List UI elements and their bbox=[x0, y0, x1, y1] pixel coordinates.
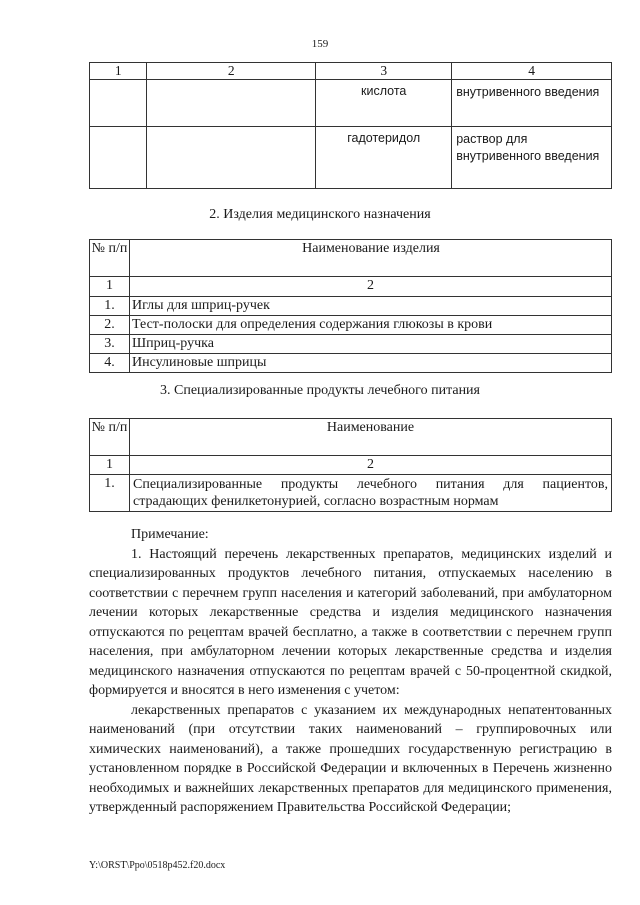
page-number: 159 bbox=[311, 38, 329, 50]
column-index-2: 2 bbox=[130, 456, 612, 475]
drug-name-cell: гадотеридол bbox=[316, 127, 452, 189]
table-header-row bbox=[90, 63, 612, 80]
header-number: № п/п bbox=[90, 419, 130, 456]
row-number: 1. bbox=[90, 475, 130, 512]
nutrition-products-table bbox=[89, 418, 612, 512]
column-index-row bbox=[90, 277, 612, 297]
table-cell bbox=[147, 127, 316, 189]
column-index-4: 4 bbox=[452, 63, 612, 80]
device-name: Шприц-ручка bbox=[130, 335, 612, 354]
medicines-table-continuation bbox=[89, 62, 612, 189]
product-name: Специализированные продукты лечебного питания для пациентов, страдающих фенилкетонурией, согласно возрастным нормам bbox=[130, 475, 612, 512]
table-cell bbox=[147, 80, 316, 127]
header-name: Наименование bbox=[130, 419, 612, 456]
device-name: Инсулиновые шприцы bbox=[130, 354, 612, 373]
column-index-2: 2 bbox=[130, 277, 612, 297]
table-cell bbox=[90, 127, 147, 189]
table-header-row bbox=[90, 419, 612, 456]
header-name: Наименование изделия bbox=[130, 240, 612, 277]
table-header-row bbox=[90, 240, 612, 277]
row-number: 1. bbox=[90, 297, 130, 316]
table-cell bbox=[90, 80, 147, 127]
table-row bbox=[90, 127, 612, 189]
note-paragraph-2: лекарственных препаратов с указанием их международных непатентованных наименований (при отсутствии таких наименований – группировочных или химических наименований), а также прошедших государственную регистрацию в установленном порядке в Российской Федерации и включенных в Перечень жизненно необходимых и важнейших лекарственных препаратов для медицинского применения, утвержденный распоряжением Правительства Российской Федерации; bbox=[89, 702, 612, 815]
dosage-form-cell: раствор для внутривенного введения bbox=[452, 127, 612, 189]
table-row bbox=[90, 354, 612, 373]
medical-devices-table bbox=[89, 239, 612, 373]
table-row bbox=[90, 297, 612, 316]
column-index-2: 2 bbox=[147, 63, 316, 80]
row-number: 4. bbox=[90, 354, 130, 373]
section-title-nutrition-products: 3. Специализированные продукты лечебного питания bbox=[160, 383, 480, 398]
device-name: Иглы для шприц-ручек bbox=[130, 297, 612, 316]
section-title-medical-devices: 2. Изделия медицинского назначения bbox=[209, 207, 431, 222]
table-row bbox=[90, 335, 612, 354]
document-file-path: Y:\ORST\Ppo\0518p452.f20.docx bbox=[89, 860, 226, 871]
table-row bbox=[90, 80, 612, 127]
row-number: 2. bbox=[90, 316, 130, 335]
column-index-1: 1 bbox=[90, 456, 130, 475]
row-number: 3. bbox=[90, 335, 130, 354]
device-name: Тест-полоски для определения содержания глюкозы в крови bbox=[130, 316, 612, 335]
column-index-1: 1 bbox=[90, 63, 147, 80]
dosage-form-cell: внутривенного введения bbox=[452, 80, 612, 127]
table-row bbox=[90, 316, 612, 335]
column-index-row bbox=[90, 456, 612, 475]
header-number: № п/п bbox=[90, 240, 130, 277]
column-index-1: 1 bbox=[90, 277, 130, 297]
table-row bbox=[90, 475, 612, 512]
note-block bbox=[89, 525, 612, 818]
note-heading: Примечание: bbox=[131, 527, 209, 542]
drug-name-cell: кислота bbox=[316, 80, 452, 127]
note-paragraph-1: 1. Настоящий перечень лекарственных препаратов, медицинских изделий и специализированных продуктов лечебного питания, отпускаемых населению в соответствии с перечнем групп населения и категорий заболеваний, при амбулаторном лечении которых лекарственные средства и изделия медицинского назначения отпускаются по рецептам врачей бесплатно, а также в соответствии с перечнем групп населения, при амбулаторном лечении которых лекарственные средства и изделия медицинского назначения отпускаются по рецептам врачей с 50-процентной скидкой, формируется и вносятся в него изменения с учетом: bbox=[89, 546, 612, 698]
column-index-3: 3 bbox=[316, 63, 452, 80]
